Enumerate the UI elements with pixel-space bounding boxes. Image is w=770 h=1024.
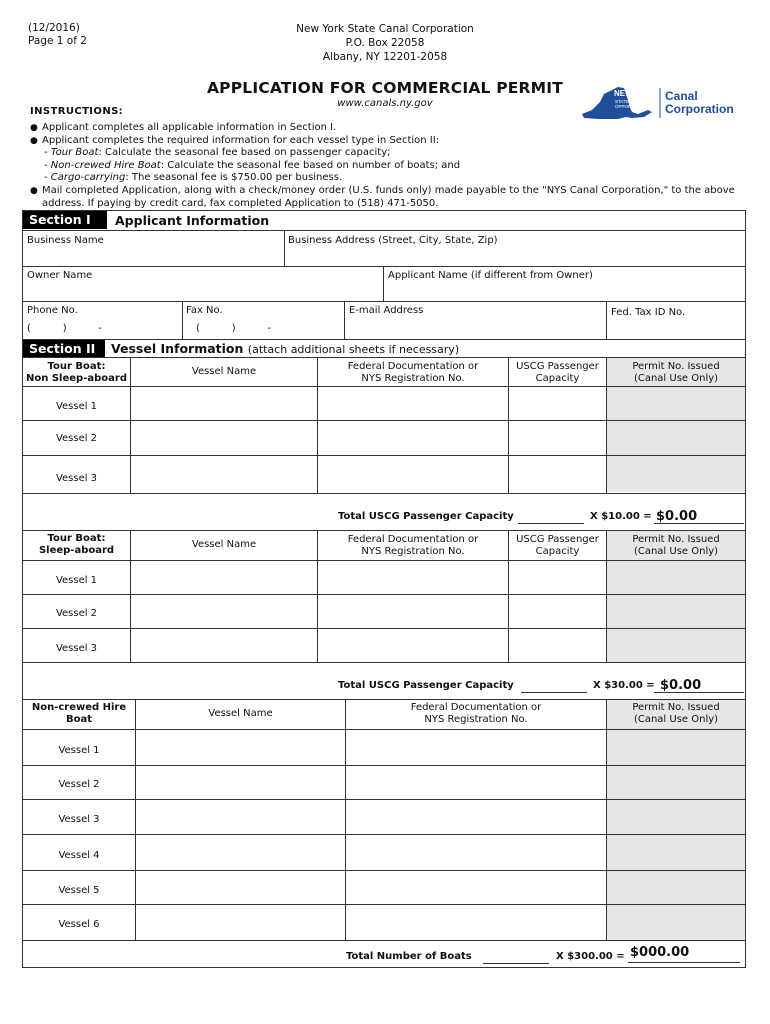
form-title: APPLICATION FOR COMMERCIAL PERMIT	[206, 79, 564, 97]
fed-doc-header: Federal Documentation or NYS Registration No.	[347, 361, 479, 384]
instruction-item: ● Applicant completes the required information for each vessel type in Section II:	[30, 134, 440, 146]
phone-field[interactable]: ( ) -	[27, 323, 102, 334]
table-row-label: Vessel 2	[58, 779, 100, 790]
fed-doc-header: Federal Documentation or NYS Registration No.	[410, 702, 542, 725]
fax-field[interactable]: ( ) -	[196, 323, 271, 334]
svg-text:OPPORTUNITY.: OPPORTUNITY.	[615, 104, 649, 109]
fax-label: Fax No.	[186, 305, 223, 316]
page-number: Page 1 of 2	[28, 35, 87, 47]
agency-po-box: P.O. Box 22058	[345, 37, 425, 49]
total-boats-field[interactable]	[483, 963, 549, 964]
fee-amount: $0.00	[660, 678, 702, 693]
instruction-item: ● Mail completed Application, along with a check/money order (U.S. funds only) made payable to the "NYS Canal Corporation," to the above	[30, 184, 735, 196]
instruction-subitem: - Non-crewed Hire Boat: Calculate the seasonal fee based on number of boats; and	[44, 159, 461, 171]
bullet-icon: ●	[30, 185, 38, 196]
phone-label: Phone No.	[27, 305, 78, 316]
table-row-label: Vessel 4	[58, 850, 100, 861]
business-address-label: Business Address (Street, City, State, Zip)	[288, 235, 498, 246]
owner-name-label: Owner Name	[27, 270, 93, 281]
applicant-name-label: Applicant Name (if different from Owner)	[388, 270, 593, 281]
table-row-label: Vessel 1	[58, 745, 100, 756]
email-label: E-mail Address	[349, 305, 424, 316]
total-number-of-boats-label: Total Number of Boats	[346, 951, 472, 962]
total-capacity-field[interactable]	[521, 692, 587, 693]
agency-name: New York State Canal Corporation	[296, 23, 474, 35]
svg-text:Canal: Canal	[665, 89, 698, 103]
section-2-note: (attach additional sheets if necessary)	[247, 343, 460, 356]
rate-label: X $300.00 =	[556, 951, 625, 962]
business-name-label: Business Name	[27, 235, 104, 246]
ny-state-outline-icon	[578, 84, 738, 122]
bullet-icon: ●	[30, 123, 38, 133]
section-2-label: Section II	[23, 340, 105, 358]
table-row-label: Vessel 1	[55, 575, 98, 586]
tax-id-field[interactable]	[607, 319, 745, 337]
uscg-capacity-header: USCG Passenger Capacity	[516, 361, 599, 384]
permit-no-header: Permit No. Issued (Canal Use Only)	[632, 702, 720, 725]
rate-label: X $10.00 =	[590, 511, 652, 522]
instruction-subitem: - Tour Boat: Calculate the seasonal fee based on passenger capacity;	[44, 147, 391, 159]
tax-id-label: Fed. Tax ID No.	[611, 307, 686, 318]
vessel-name-header: Vessel Name	[208, 708, 273, 719]
total-passenger-capacity-label: Total USCG Passenger Capacity	[338, 511, 514, 522]
instruction-subitem: - Cargo-carrying: The seasonal fee is $750.00 per business.	[44, 172, 343, 184]
table-row-label: Vessel 3	[58, 814, 100, 825]
vessel-name-header: Vessel Name	[191, 366, 257, 377]
non-crewed-hire-boat-heading: Non-crewed Hire Boat	[31, 702, 127, 725]
total-passenger-capacity-label: Total USCG Passenger Capacity	[338, 680, 514, 691]
business-address-field[interactable]	[285, 247, 745, 265]
business-name-field[interactable]	[23, 247, 283, 265]
fee-amount: $000.00	[630, 945, 690, 960]
agency-url: www.canals.ny.gov	[337, 98, 433, 109]
instruction-continuation: address. If paying by credit card, fax completed Application to (518) 471-5050.	[42, 197, 439, 209]
uscg-capacity-header: USCG Passenger Capacity	[516, 534, 599, 557]
instructions-list	[30, 122, 750, 210]
instruction-item: ● Applicant completes all applicable information in Section I.	[30, 122, 337, 133]
permit-no-header: Permit No. Issued (Canal Use Only)	[632, 534, 720, 557]
table-row-label: Vessel 6	[58, 919, 100, 930]
section-1-label: Section I	[23, 211, 107, 229]
form-revision-date: (12/2016)	[28, 22, 80, 34]
vessel-name-header: Vessel Name	[191, 539, 257, 550]
table-row-label: Vessel 2	[55, 433, 98, 444]
table-row-label: Vessel 3	[55, 473, 98, 484]
applicant-name-field[interactable]	[384, 282, 745, 300]
svg-text:NEW YORK: NEW YORK	[614, 89, 658, 98]
permit-no-header: Permit No. Issued (Canal Use Only)	[632, 361, 720, 384]
section-1-title: Applicant Information	[115, 213, 270, 228]
section-2-title: Vessel Information (attach additional sheets if necessary)	[111, 341, 460, 356]
table-row-label: Vessel 3	[55, 643, 98, 654]
total-capacity-field[interactable]	[518, 523, 584, 524]
canal-corporation-logo	[578, 84, 738, 122]
agency-city: Albany, NY 12201-2058	[322, 51, 448, 63]
agency-address-block	[250, 22, 520, 64]
table-row-label: Vessel 1	[55, 401, 98, 412]
bullet-icon: ●	[30, 135, 38, 146]
fee-amount: $0.00	[656, 509, 698, 524]
instructions-heading: INSTRUCTIONS:	[30, 106, 124, 117]
rate-label: X $30.00 =	[593, 680, 655, 691]
table-row-label: Vessel 2	[55, 608, 98, 619]
svg-text:Corporation: Corporation	[665, 102, 734, 116]
tour-boat-sleep-heading: Tour Boat: Sleep-aboard	[38, 533, 115, 556]
tour-boat-non-sleep-heading: Tour Boat: Non Sleep-aboard	[26, 361, 127, 384]
fed-doc-header: Federal Documentation or NYS Registration No.	[347, 534, 479, 557]
form-revision-block	[28, 22, 87, 48]
svg-text:STATE OF: STATE OF	[615, 99, 637, 104]
owner-name-field[interactable]	[23, 282, 382, 300]
email-field[interactable]	[345, 317, 605, 337]
table-row-label: Vessel 5	[58, 885, 100, 896]
